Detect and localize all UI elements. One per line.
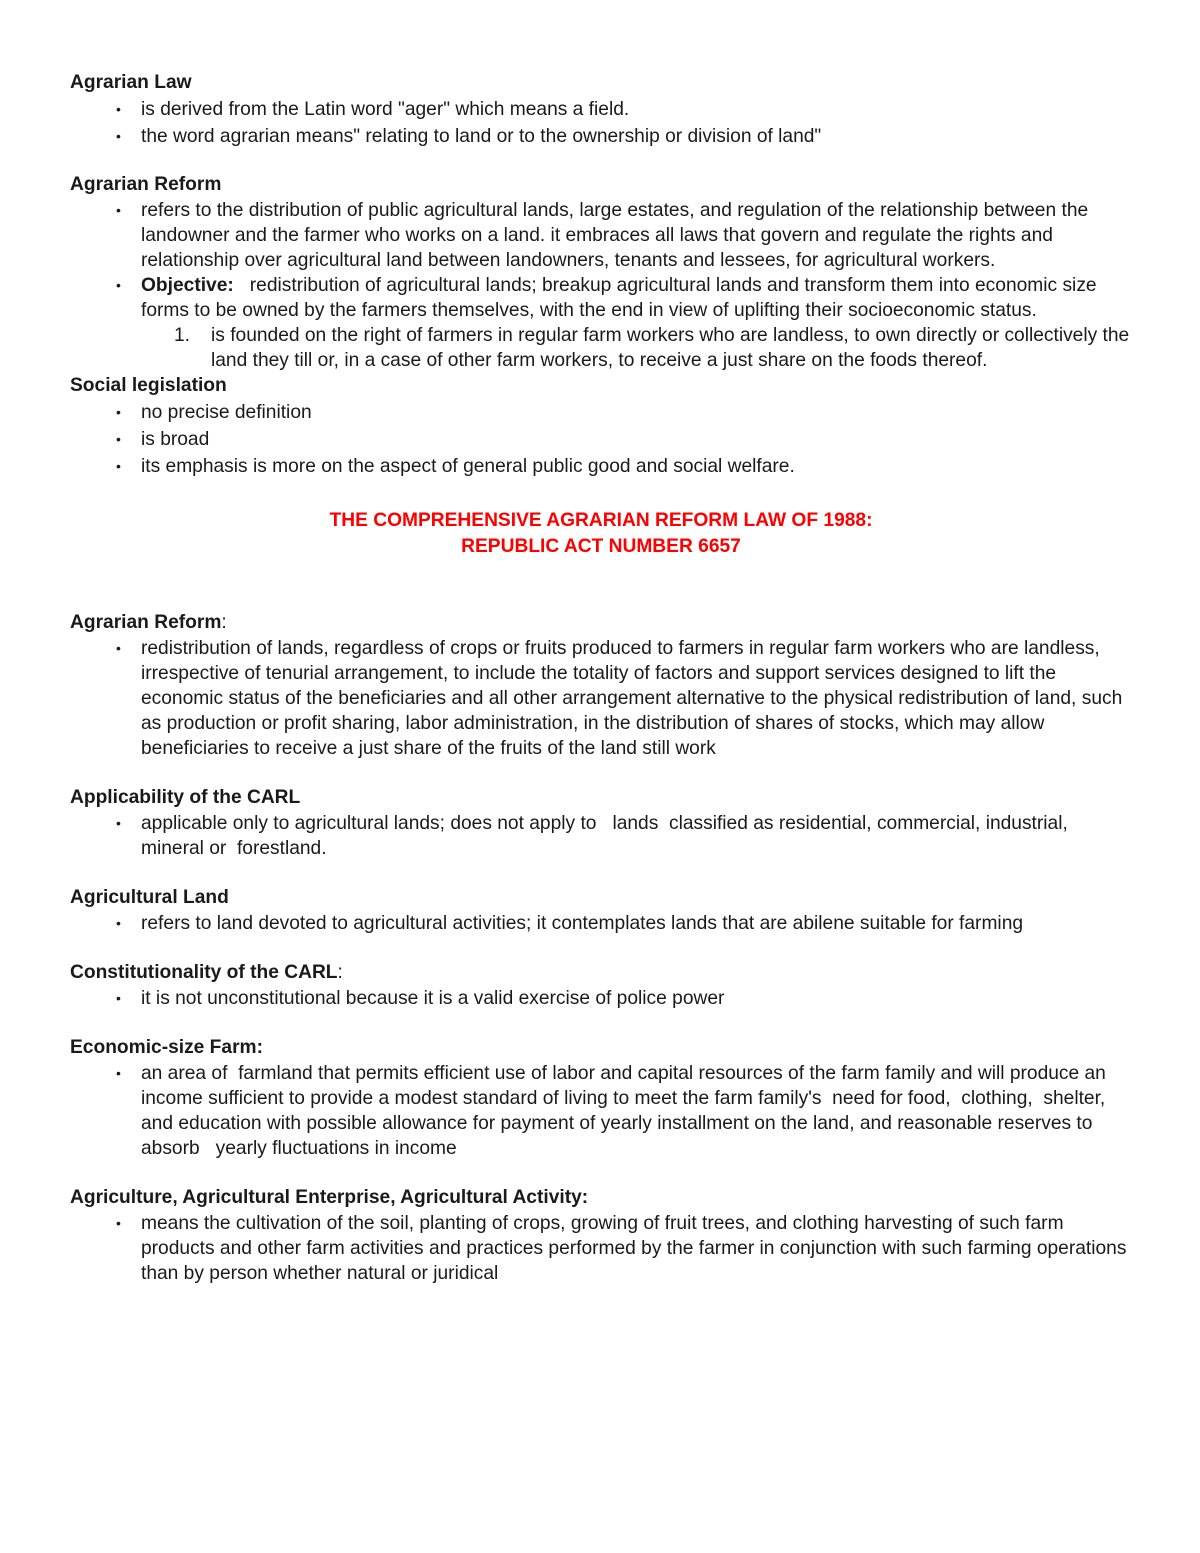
- list-item-text: refers to land devoted to agricultural activities; it contemplates lands that are abilene suitable for farming: [141, 913, 1024, 934]
- heading-economic-size-farm: Economic-size Farm:: [70, 1037, 263, 1058]
- list-item: [70, 1061, 1132, 1161]
- bullet-icon: •: [116, 202, 121, 218]
- bullet-icon: •: [116, 101, 121, 117]
- heading-agriculture: Agriculture, Agricultural Enterprise, Agricultural Activity:: [70, 1187, 589, 1208]
- list-item: [70, 123, 1132, 150]
- list-item-text: refers to the distribution of public agricultural lands, large estates, and regulation of the relationship between the landowner and the farmer who works on a land. it embraces all laws that govern and regulate the rights and relationship over agricultural land between landowners, tenants and lessees, for agricultural workers.: [141, 200, 1089, 271]
- list-item-text: is derived from the Latin word "ager" which means a field.: [141, 99, 630, 120]
- list-item-text: it is not unconstitutional because it is a valid exercise of police power: [141, 988, 725, 1009]
- objective-numbered-list: [70, 323, 1132, 373]
- heading-applicability: Applicability of the CARL: [70, 787, 301, 808]
- applicability-list: [70, 811, 1132, 861]
- bullet-icon: •: [116, 458, 121, 474]
- heading-text: Constitutionality of the CARL: [70, 962, 338, 983]
- constitutionality-list: [70, 986, 1132, 1011]
- bullet-icon: •: [116, 915, 121, 931]
- item-number: 1.: [174, 325, 191, 346]
- bullet-icon: •: [116, 404, 121, 420]
- list-item: [70, 426, 1132, 453]
- agriculture-list: [70, 1211, 1132, 1286]
- list-item: [70, 399, 1132, 426]
- list-item-text: is broad: [141, 429, 210, 450]
- bullet-icon: •: [116, 128, 121, 144]
- document-page: [70, 70, 1132, 1286]
- bullet-icon: •: [116, 277, 121, 293]
- list-item-text: redistribution of lands, regardless of crops or fruits produced to farmers in regular farm workers who are landless, irrespective of tenurial arrangement, to include the totality of factors and support services designed to lift the economic status of the beneficiaries and all other arrangement alternative to the physical redistribution of land, such as production or profit sharing, labor administration, in the distribution of shares of stocks, which may allow beneficiaries to receive a just share of the fruits of the land still work: [141, 638, 1123, 759]
- list-item: [70, 1211, 1132, 1286]
- heading-agrarian-reform: Agrarian Reform: [70, 174, 222, 195]
- title-line-1: THE COMPREHENSIVE AGRARIAN REFORM LAW OF 1988:: [329, 510, 873, 531]
- bullet-icon: •: [116, 1215, 121, 1231]
- heading-agricultural-land: Agricultural Land: [70, 887, 229, 908]
- list-item-text: no precise definition: [141, 402, 312, 423]
- list-item: [70, 811, 1132, 861]
- agrarian-reform-list: [70, 198, 1132, 323]
- social-legislation-list: [70, 399, 1132, 480]
- economic-size-farm-list: [70, 1061, 1132, 1161]
- heading-agrarian-reform-carl: [70, 610, 1132, 636]
- heading-colon: :: [221, 612, 227, 633]
- list-item: [70, 453, 1132, 480]
- list-item-text: its emphasis is more on the aspect of general public good and social welfare.: [141, 456, 795, 477]
- heading-social-legislation: Social legislation: [70, 375, 227, 396]
- list-item: [70, 636, 1132, 761]
- objective-label: Objective:: [141, 275, 234, 296]
- bullet-icon: •: [116, 990, 121, 1006]
- bullet-icon: •: [116, 431, 121, 447]
- list-item: [70, 911, 1132, 936]
- list-item: [70, 986, 1132, 1011]
- list-item-text: an area of farmland that permits efficient use of labor and capital resources of the farm family and will produce an income sufficient to provide a modest standard of living to meet the farm family's need for food, clothing, shelter, and education with possible allowance for payment of yearly installment on the land, and reasonable reserves to absorb yearly fluctuations in income: [141, 1063, 1112, 1159]
- list-item-text: means the cultivation of the soil, planting of crops, growing of fruit trees, and clothing harvesting of such farm products and other farm activities and practices performed by the farmer in conjunction with such farming operations than by person whether natural or juridical: [141, 1213, 1127, 1284]
- title-line-2: REPUBLIC ACT NUMBER 6657: [461, 536, 741, 557]
- list-item-text: the word agrarian means" relating to land or to the ownership or division of land": [141, 126, 822, 147]
- heading-constitutionality: [70, 960, 1132, 986]
- heading-agrarian-law: Agrarian Law: [70, 72, 192, 93]
- objective-text: redistribution of agricultural lands; breakup agricultural lands and transform them into economic size forms to be owned by the farmers themselves, with the end in view of uplifting their socioeconomic status.: [141, 275, 1102, 321]
- agrarian-law-list: [70, 96, 1132, 150]
- heading-text: Agrarian Reform: [70, 612, 222, 633]
- list-item-text: applicable only to agricultural lands; does not apply to lands classified as residential, commercial, industrial, mineral or forestland.: [141, 813, 1074, 859]
- agricultural-land-list: [70, 911, 1132, 936]
- agrarian-reform-carl-list: [70, 636, 1132, 761]
- bullet-icon: •: [116, 640, 121, 656]
- list-item: [70, 273, 1132, 323]
- numbered-item-text: is founded on the right of farmers in regular farm workers who are landless, to own directly or collectively the land they till or, in a case of other farm workers, to receive a just share on the foods thereof.: [211, 325, 1130, 371]
- bullet-icon: •: [116, 815, 121, 831]
- list-item: [70, 198, 1132, 273]
- list-item: [70, 96, 1132, 123]
- numbered-item: [70, 323, 1132, 373]
- bullet-icon: •: [116, 1065, 121, 1081]
- heading-colon: :: [337, 962, 343, 983]
- document-title: [70, 508, 1132, 560]
